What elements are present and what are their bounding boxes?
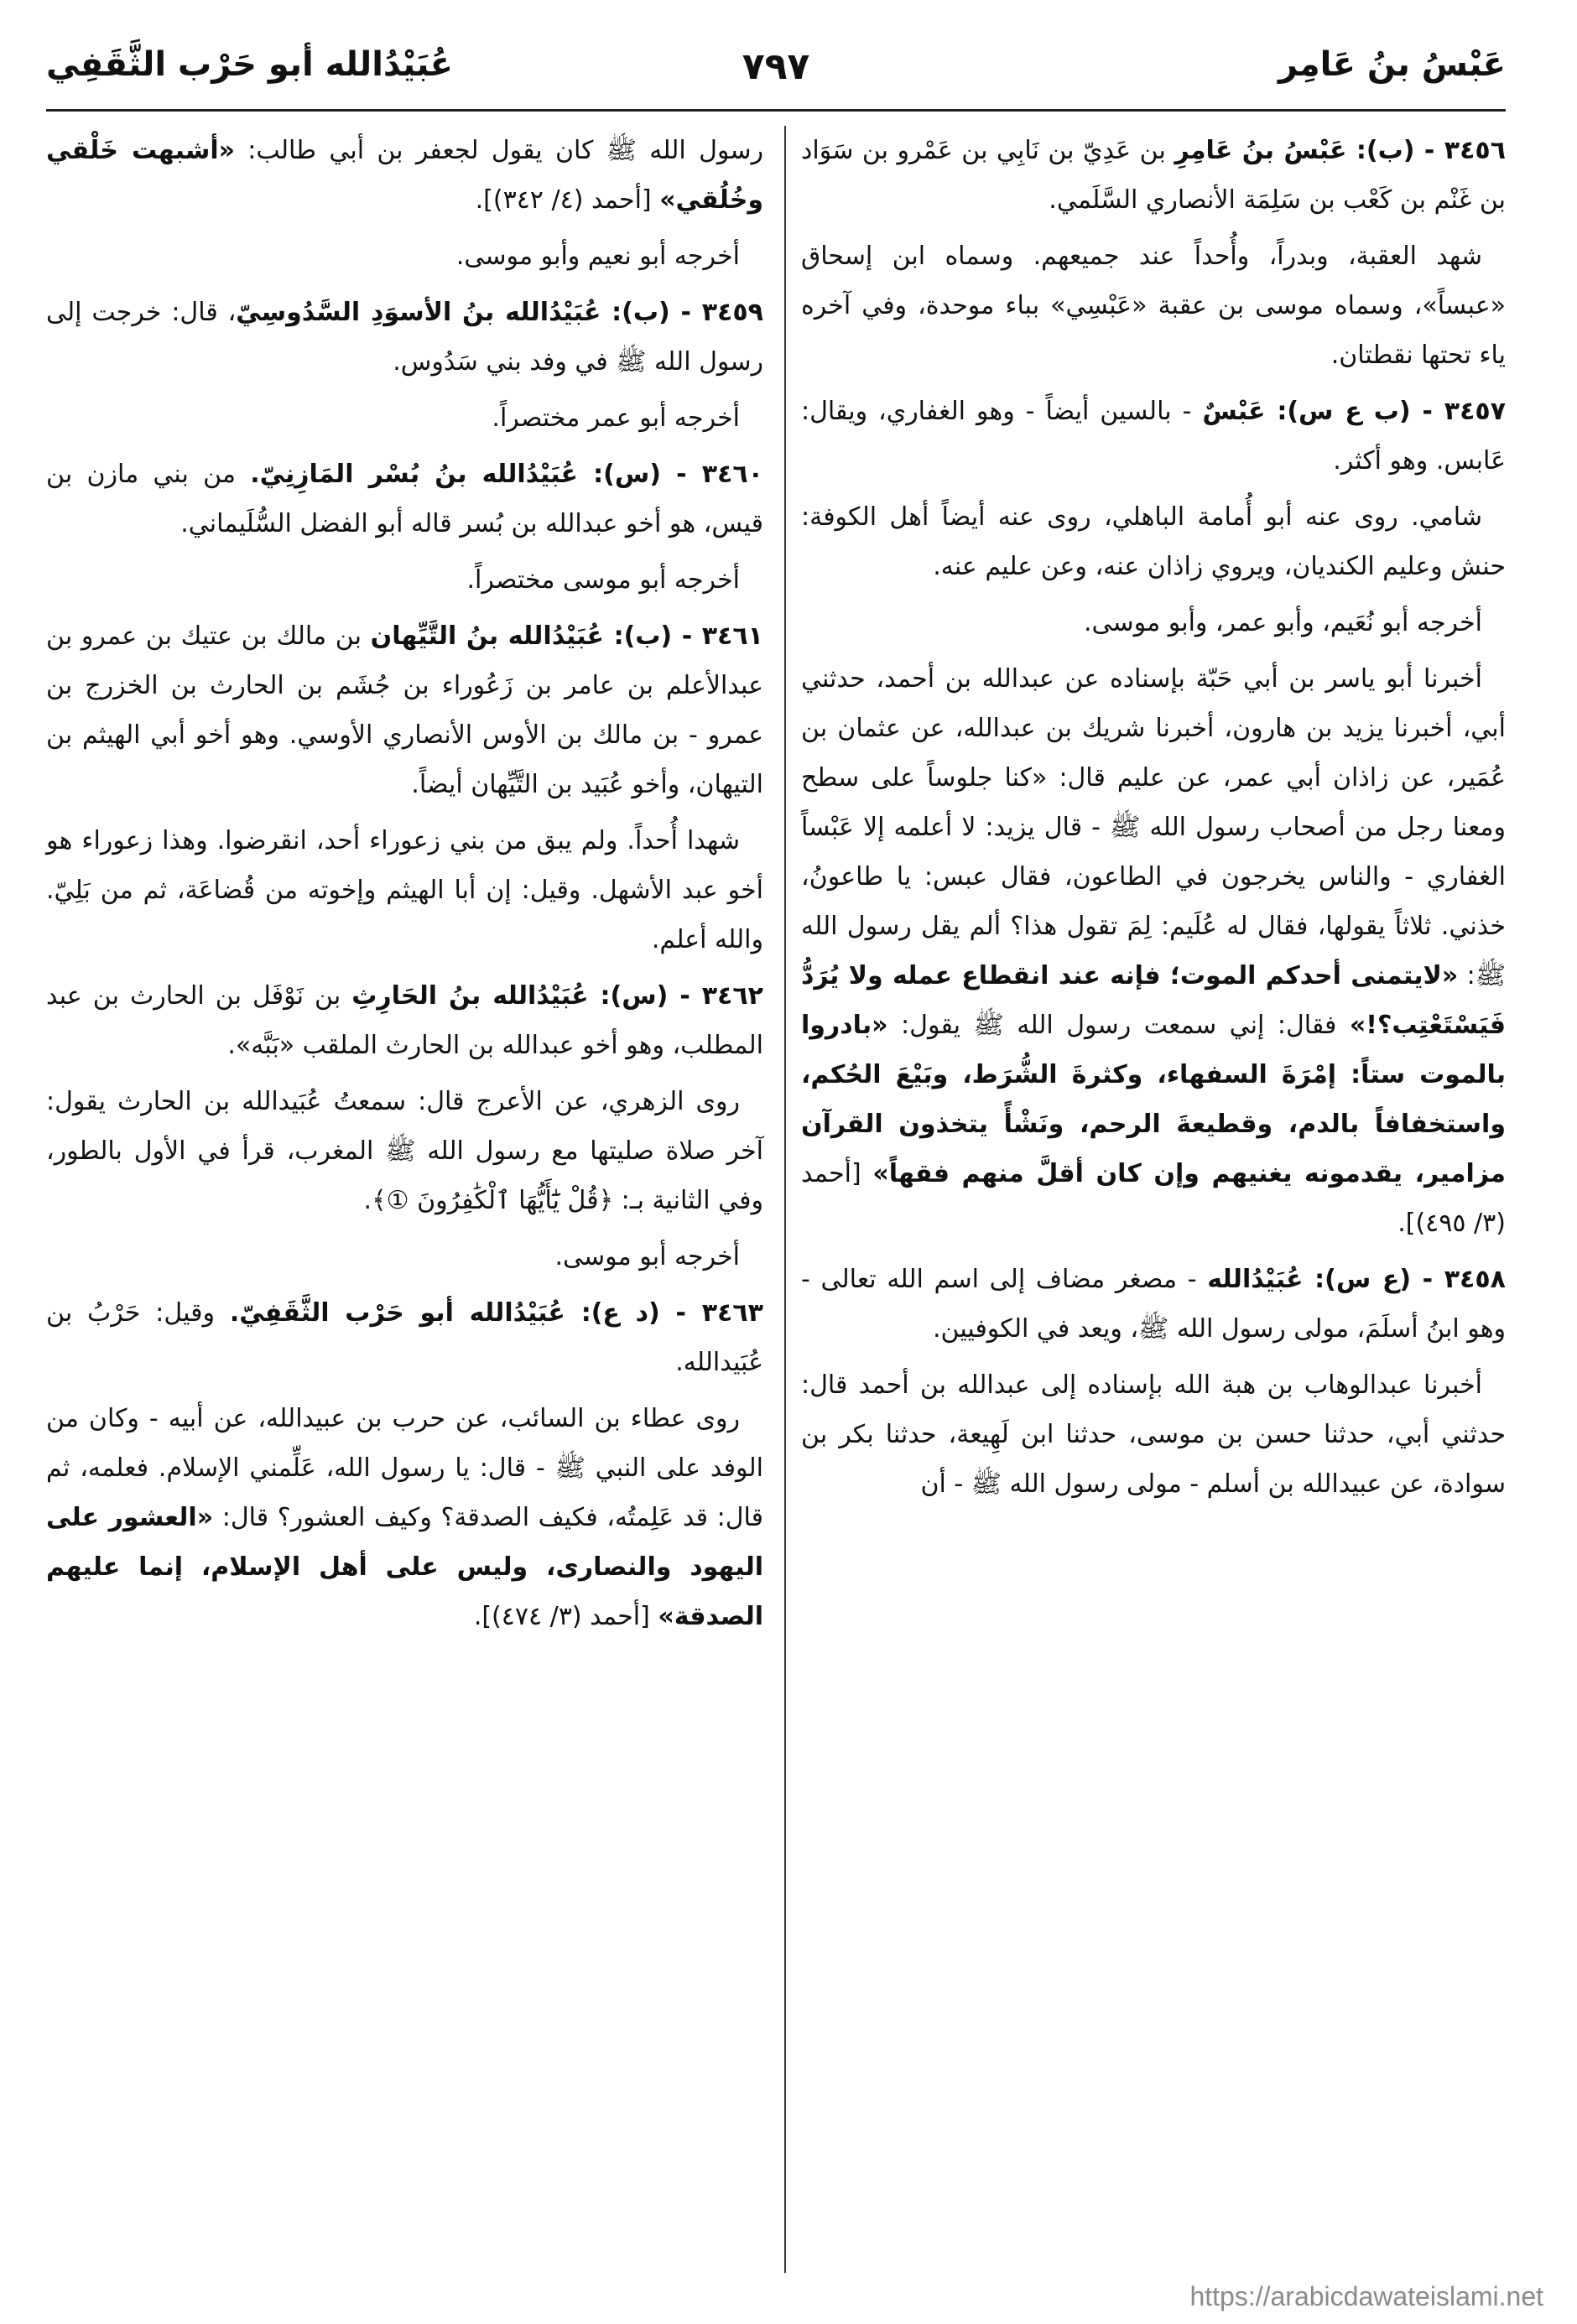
text: [أحمد (٣/ ٤٩٥)].: [801, 1159, 1506, 1238]
entry-paragraph: [46, 126, 763, 225]
text: وقيل: حَرْبُ بن عُبَيدالله.: [46, 1298, 763, 1377]
bold-text: ٣٤٥٧ - (ب ع س): عَبْسٌ: [1202, 397, 1507, 426]
text: بن مالك بن عتيك بن عمرو بن عبدالأعلم بن عامر بن زَعُوراء بن جُشَم بن الحارث بن الخزرج بن عمرو - بن مالك بن الأوس الأنصاري الأوسي. وهو أخو أبي الهيثم بن التيهان، وأخو عُبَيد بن التَّيِّهان أيضاً.: [46, 621, 763, 799]
text: بن عَدِيّ بن نَابِي بن عَمْرو بن سَوَاد بن غَنْم بن كَعْب بن سَلِمَة الأنصاري السَّلَمي.: [801, 136, 1506, 215]
page-number: ٧٩٧: [742, 45, 810, 88]
paragraph: [801, 492, 1506, 591]
text: شهدا أُحداً. ولم يبق من بني زعوراء أحد، انقرضوا. وهذا زعوراء هو أخو عبد الأشهل. وقيل: إن أبا الهيثم وإخوته من قُضاعَة، ثم من بَلِيّ. والله أعلم.: [46, 826, 763, 954]
bold-text: ٣٤٦١ - (ب): عُبَيْدُالله بنُ التَّيِّهان: [370, 621, 763, 651]
bold-text: «العشور على اليهود والنصارى، وليس على أهل الإسلام، إنما عليهم الصدقة»: [46, 1503, 763, 1631]
text: بن نَوْفَل بن الحارث بن عبد المطلب، وهو أخو عبدالله بن الحارث الملقب «بَبَّه».: [46, 981, 763, 1060]
paragraph: [46, 393, 763, 443]
page-header: [46, 34, 1506, 112]
text: [أحمد (٤/ ٣٤٢)].: [475, 185, 660, 215]
text: فقال: إني سمعت رسول الله ﷺ يقول:: [887, 1011, 1350, 1040]
left-column: [46, 126, 763, 1648]
entry-paragraph: [46, 971, 763, 1070]
text: أخرجه أبو موسى مختصراً.: [466, 565, 740, 595]
text: شهد العقبة، وبدراً، وأُحداً عند جميعهم. وسماه ابن إسحاق «عبساً»، وسماه موسى بن عقبة «عَبْسِي» بباء موحدة، وفي آخره ياء تحتها نقطتان.: [801, 242, 1506, 370]
text: أخبرنا أبو ياسر بن أبي حَبّة بإسناده عن عبدالله بن أحمد، حدثني أبي، أخبرنا يزيد بن هارون، أخبرنا شريك بن عبدالله، عن عثمان بن عُمَير، عن زاذان أبي عمر، عن عليم قال: «كنا جلوساً على سطح ومعنا رجل من أصحاب رسول الله ﷺ - قال يزيد: لا أعلمه إلا عَبْساً الغفاري - والناس يخرجون في الطاعون، فقال عبس: يا طاعونُ، خذني. ثلاثاً يقولها، فقال له عُلَيم: لِمَ تقول هذا؟ ألم يقل رسول الله ﷺ:: [801, 664, 1506, 990]
text: رسول الله ﷺ كان يقول لجعفر بن أبي طالب:: [235, 136, 763, 165]
text: [أحمد (٣/ ٤٧٤)].: [473, 1602, 658, 1631]
entry-paragraph: [801, 387, 1506, 486]
text: شامي. روى عنه أبو أُمامة الباهلي، روى عنه أيضاً أهل الكوفة: حنش وعليم الكنديان، ويروي زاذان عنه، وعن عليم عنه.: [801, 502, 1506, 581]
watermark-url: https://arabicdawateislami.net: [1189, 2281, 1543, 2311]
text: أخرجه أبو موسى.: [554, 1242, 740, 1271]
paragraph: [801, 654, 1506, 1248]
text: أخبرنا عبدالوهاب بن هبة الله بإسناده إلى عبدالله بن أحمد قال: حدثني أبي، حدثنا حسن بن موسى، حدثنا ابن لَهِيعة، حدثنا بكر بن سوادة، عن عبيدالله بن أسلم - مولى رسول الله ﷺ - أن: [801, 1370, 1506, 1499]
running-title-left: عُبَيْدُالله أبو حَرْب الثَّقَفِي: [46, 45, 453, 84]
running-title-right: عَبْسُ بنُ عَامِر: [1278, 45, 1506, 84]
bold-text: ٣٤٥٩ - (ب): عُبَيْدُالله بنُ الأسوَدِ السَّدُوسِيّ: [236, 298, 763, 327]
paragraph: [46, 1232, 763, 1282]
bold-text: «بادروا بالموت ستاً: إمْرَةَ السفهاء، وكثرةَ الشُّرَط، وبَيْعَ الحُكم، واستخفافاً بالدم، وقطيعةَ الرحم، ونَشْأً يتخذون القرآن مزامير، يقدمونه يغنيهم وإن كان أقلَّ منهم فقهاً»: [801, 1011, 1506, 1188]
paragraph: [46, 1394, 763, 1641]
paragraph: [46, 555, 763, 605]
bold-text: «أشبهت خَلْقي وخُلُقي»: [46, 136, 763, 215]
text: - بالسين أيضاً - وهو الغفاري، ويقال: عَابس. وهو أكثر.: [801, 397, 1506, 476]
right-column: [801, 126, 1506, 1516]
entry-paragraph: [801, 1255, 1506, 1354]
column-divider: [784, 126, 786, 2273]
paragraph: [801, 1360, 1506, 1509]
text: أخرجه أبو نُعَيم، وأبو عمر، وأبو موسى.: [1083, 608, 1482, 637]
paragraph: [46, 1077, 763, 1225]
bold-text: ٣٤٥٦ - (ب): عَبْسُ بنُ عَامِرِ: [1174, 136, 1507, 165]
paragraph: [801, 598, 1506, 647]
text: ، قال: خرجت إلى رسول الله ﷺ في وفد بني سَدُوس.: [46, 298, 763, 377]
entry-paragraph: [46, 450, 763, 549]
paragraph: [801, 231, 1506, 380]
text: - مصغر مضاف إلى اسم الله تعالى - وهو ابنُ أسلَمَ، مولى رسول الله ﷺ، ويعد في الكوفيين.: [801, 1265, 1506, 1344]
paragraph: [46, 231, 763, 281]
text: أخرجه أبو عمر مختصراً.: [492, 403, 740, 433]
bold-text: ٣٤٥٨ - (ع س): عُبَيْدُالله: [1207, 1265, 1506, 1294]
bold-text: ٣٤٦٠ - (س): عُبَيْدُالله بنُ بُسْر المَازِنِيّ.: [250, 460, 763, 489]
entry-paragraph: [46, 288, 763, 387]
paragraph: [46, 816, 763, 964]
text: أخرجه أبو نعيم وأبو موسى.: [455, 242, 740, 271]
bold-text: ٣٤٦٢ - (س): عُبَيْدُالله بنُ الحَارِثِ: [351, 981, 763, 1011]
text: روى عطاء بن السائب، عن حرب بن عبيدالله، عن أبيه - وكان من الوفد على النبي ﷺ - قال: يا رسول الله، عَلِّمني الإسلام. فعلمه، ثم قال: قد عَلِمتُه، فكيف الصدقة؟ وكيف العشور؟ قال:: [46, 1404, 763, 1532]
bold-text: ٣٤٦٣ - (د ع): عُبَيْدُالله أبو حَرْب الثَّقَفِيّ.: [229, 1298, 763, 1328]
text: من بني مازن بن قيس، هو أخو عبدالله بن بُسر قاله أبو الفضل السُّلَيماني.: [46, 460, 763, 538]
entry-paragraph: [801, 126, 1506, 225]
entry-paragraph: [46, 611, 763, 809]
bold-text: «لايتمنى أحدكم الموت؛ فإنه عند انقطاع عمله ولا يُرَدُّ فَيَسْتَعْتِب؟!»: [801, 961, 1506, 1040]
text: روى الزهري، عن الأعرج قال: سمعتُ عُبَيدالله بن الحارث يقول: آخر صلاة صليتها مع رسول الله ﷺ المغرب، قرأ في الأول بالطور، وفي الثانية بـ: ﴿قُلْ يَٰٓأَيُّهَا ٱلْكَٰفِرُونَ ①﴾.: [46, 1087, 763, 1215]
entry-paragraph: [46, 1288, 763, 1387]
